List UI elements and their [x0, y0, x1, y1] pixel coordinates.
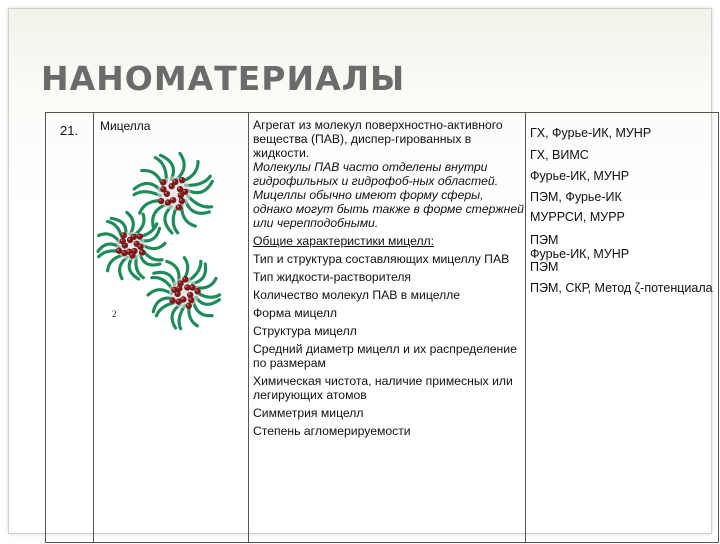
description-detail: Молекулы ПАВ часто отделены внутри гидрофильных и гидрофоб-ных областей. Мицеллы обычно имеют форму сферы, однако могут быть также в форме стержней или черепподобными.	[253, 160, 524, 230]
cell-number	[45, 112, 94, 543]
description	[253, 118, 525, 438]
characteristic-item: Структура мицелл	[253, 324, 357, 338]
method-item: МУРРСИ, МУРР	[530, 210, 625, 224]
cell-name	[93, 112, 249, 543]
row-name: Мицелла	[100, 119, 151, 133]
micelle-illustration-icon	[94, 113, 250, 544]
cell-methods	[525, 112, 719, 543]
cell-description	[248, 112, 526, 543]
method-item: Фурье-ИК, МУНР	[530, 247, 630, 261]
method-item: Фурье-ИК, МУНР	[530, 169, 630, 183]
row-number: 21.	[60, 123, 79, 138]
slide-frame	[8, 8, 712, 534]
characteristic-item: Химическая чистота, наличие примесных или легирующих атомов	[253, 374, 513, 402]
method-item: ГХ, Фурье-ИК, МУНР	[530, 126, 652, 140]
method-item: ПЭМ	[530, 260, 559, 274]
method-item: ПЭМ	[530, 233, 559, 247]
figure-label: 2	[112, 309, 117, 319]
method-item: ГХ, ВИМС	[530, 148, 589, 162]
method-item: ПЭМ, Фурье-ИК	[530, 190, 622, 204]
characteristic-item: Степень агломерируемости	[253, 424, 411, 438]
data-table	[45, 112, 719, 543]
characteristic-item: Средний диаметр мицелл и их распределение по размерам	[253, 342, 517, 370]
characteristics-heading: Общие характеристики мицелл:	[253, 234, 435, 248]
slide-title: НАНОМАТЕРИАЛЫ	[41, 59, 406, 98]
characteristic-item: Тип жидкости-растворителя	[253, 270, 412, 284]
characteristic-item: Симметрия мицелл	[253, 406, 364, 420]
description-intro: Агрегат из молекул поверхностно-активного вещества (ПАВ), диспер-гированных в жидкости.	[253, 118, 503, 160]
characteristic-item: Форма мицелл	[253, 306, 337, 320]
characteristic-item: Количество молекул ПАВ в мицелле	[253, 288, 461, 302]
method-item: ПЭМ, СКР, Метод ζ-потенциала	[530, 281, 713, 295]
characteristic-item: Тип и структура составляющих мицеллу ПАВ	[253, 252, 510, 266]
